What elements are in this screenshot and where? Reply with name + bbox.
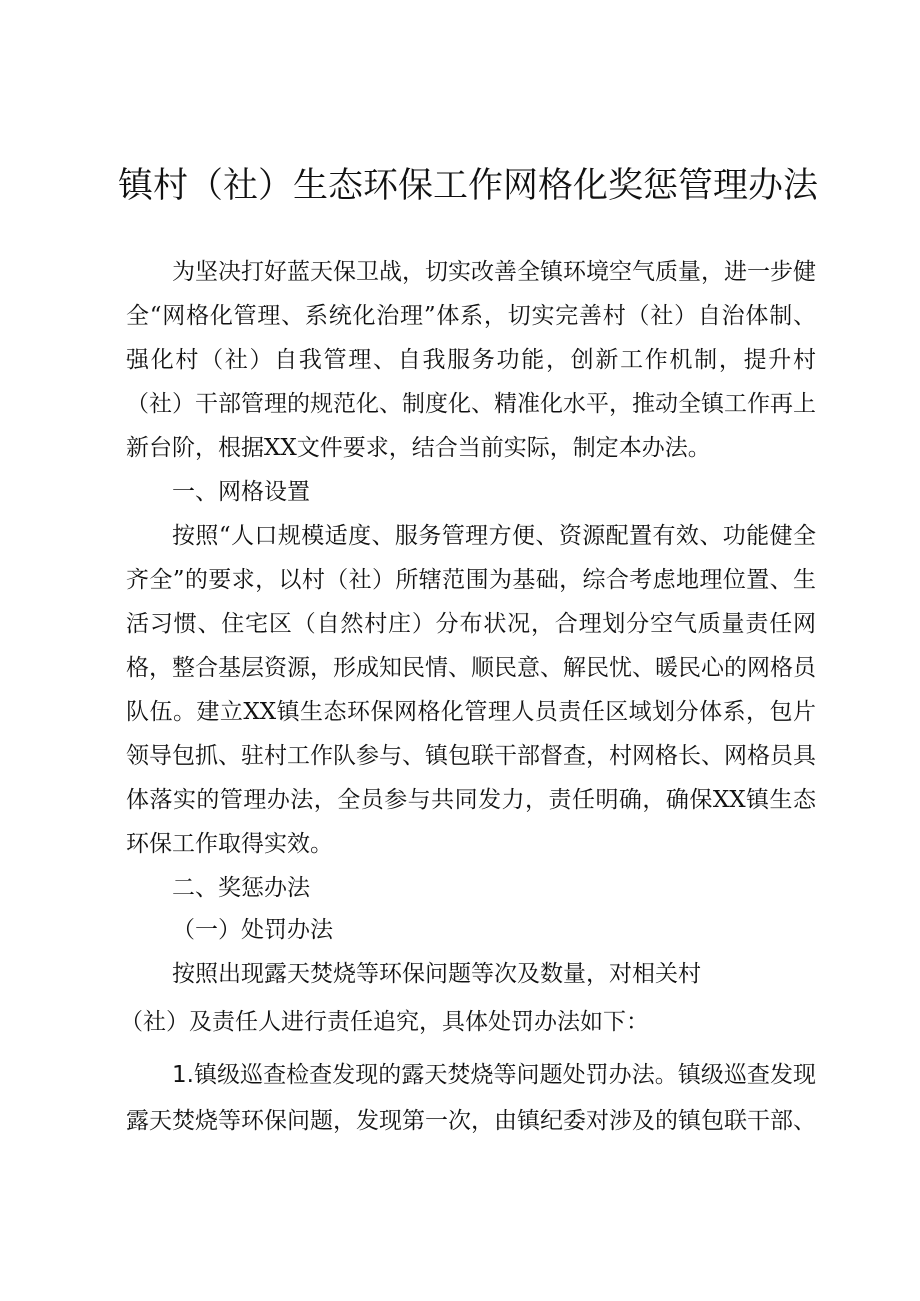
grid-setup-paragraph: 按照“人口规模适度、服务管理方便、资源配置有效、功能健全齐全”的要求，以村（社）所辖范围为基础，综合考虑地理位置、生活习惯、住宅区（自然村庄）分布状况，合理划分空气质量责任网格，整合基层资源，形成知民情、顺民意、解民忧、暖民心的网格员队伍。建立XX镇生态环保网格化管理人员责任区域划分体系，包片领导包抓、驻村工作队参与、镇包联干部督查，村网格长、网格员具体落实的管理办法，全员参与共同发力，责任明确，确保XX镇生态环保工作取得实效。 [126,523,816,857]
subheading-penalty-measures: （一）处罚办法 [172,917,333,943]
penalty-item-1-text: 镇级巡查发现露天焚烧等环保问题，发现第一次，由镇纪委对涉及的镇包联干部、 [126,1062,817,1134]
section-heading-grid-setup: 一、网格设置 [172,479,310,505]
penalty-intro-line-2: （社）及责任人进行责任追究，具体处罚办法如下： [120,1009,649,1035]
document-body [120,250,817,1144]
penalty-intro-line-1: 按照出现露天焚烧等环保问题等次及数量，对相关村 [172,961,701,987]
document-title: 镇村（社）生态环保工作网格化奖惩管理办法 [118,166,819,206]
penalty-item-1 [126,1052,816,1144]
intro-paragraph: 为坚决打好蓝天保卫战，切实改善全镇环境空气质量，进一步健全“网格化管理、系统化治理”体系，切实完善村（社）自治体制、强化村（社）自我管理、自我服务功能，创新工作机制，提升村（社）干部管理的规范化、制度化、精准化水平，推动全镇工作再上新台阶，根据XX文件要求，结合当前实际，制定本办法。 [126,259,816,461]
penalty-item-1-lead: 1.镇级巡查检查发现的露天焚烧等问题处罚办法。 [172,1062,678,1088]
section-heading-rewards-penalties: 二、奖惩办法 [172,875,310,901]
